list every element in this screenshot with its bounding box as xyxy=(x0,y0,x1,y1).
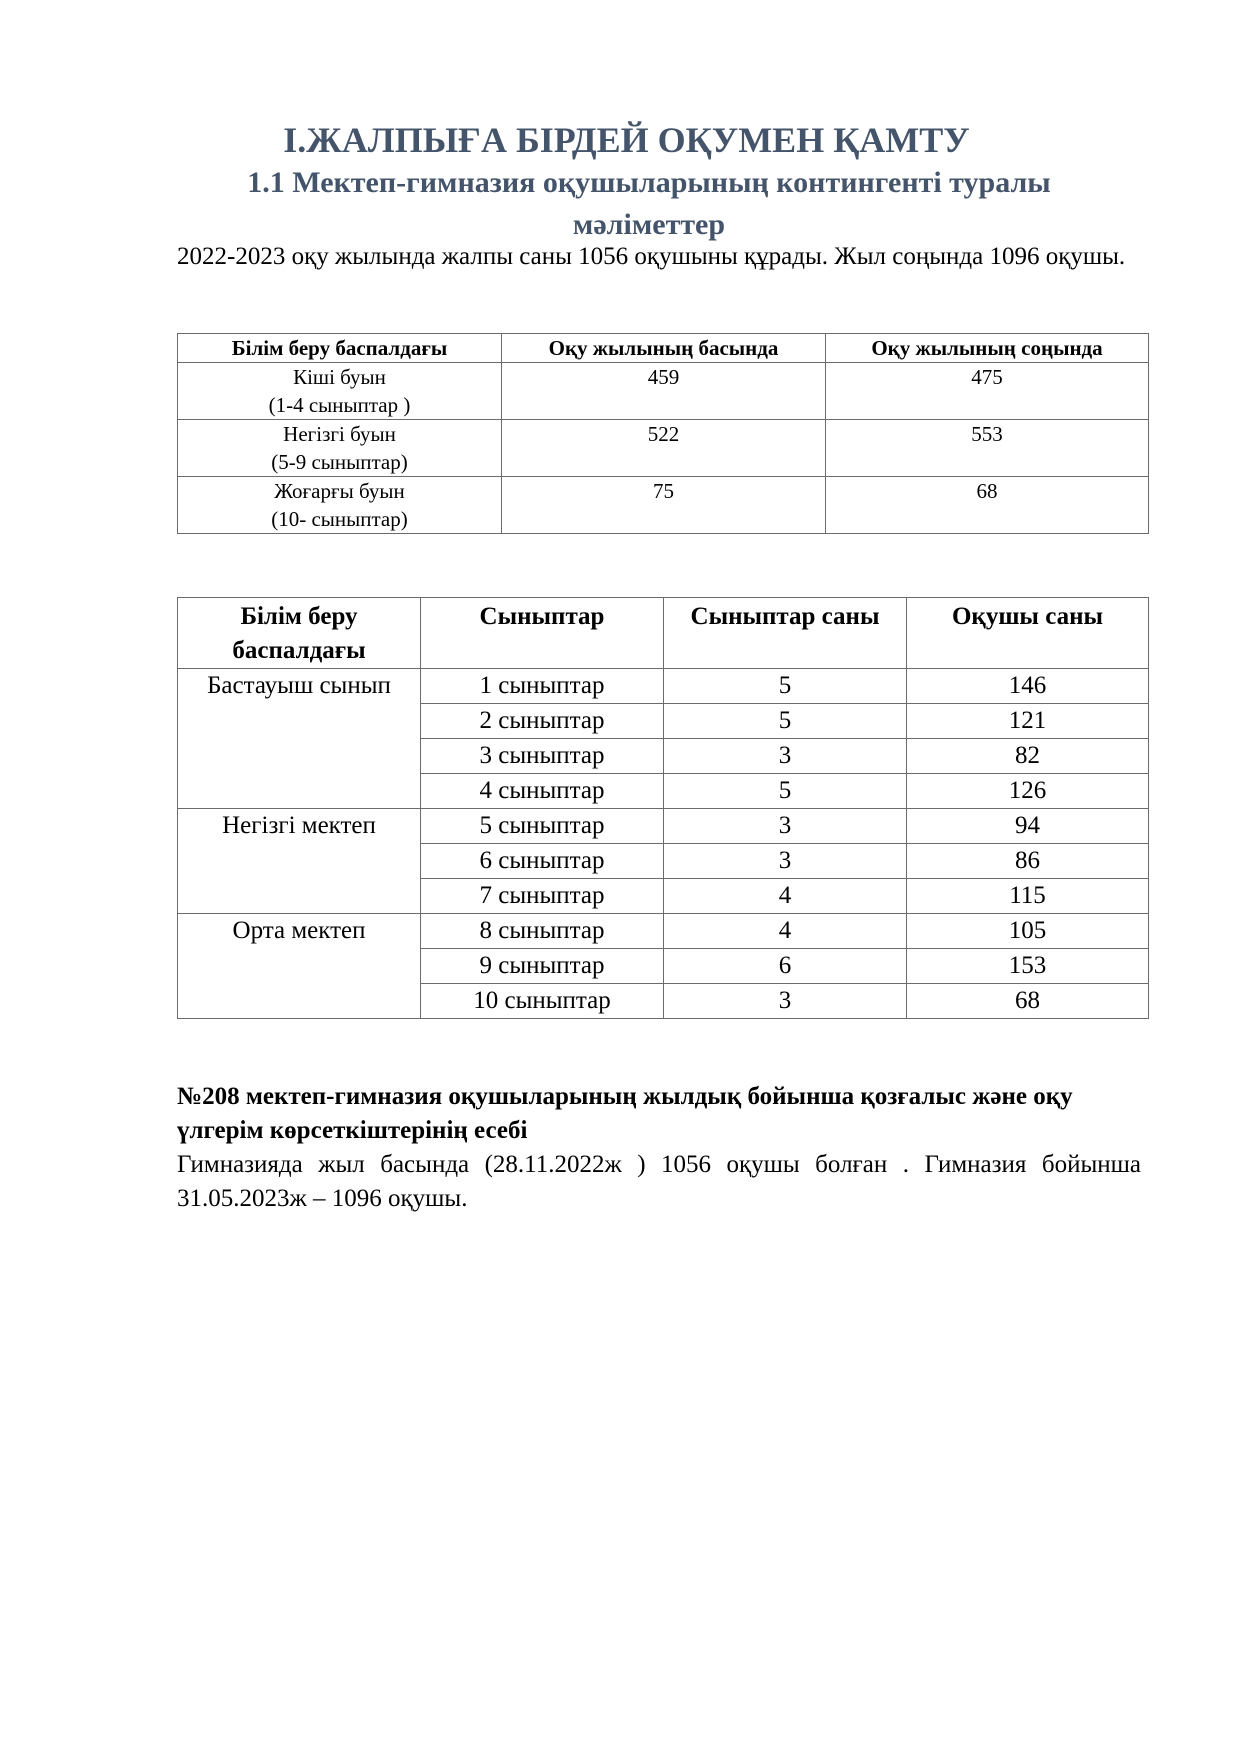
start-count-cell: 75 xyxy=(502,477,826,534)
grade-cell: 9 сыныптар xyxy=(421,949,664,984)
students-cell: 121 xyxy=(907,704,1149,739)
start-count-cell: 522 xyxy=(502,420,826,477)
group-cell: Орта мектеп xyxy=(178,914,421,1019)
header-cell: Оқушы саны xyxy=(907,598,1149,669)
header-cell: Оқу жылының соңында xyxy=(826,334,1149,363)
table-row xyxy=(178,914,1149,949)
grade-cell: 5 сыныптар xyxy=(421,809,664,844)
classes-cell: 5 xyxy=(664,669,907,704)
header-cell: Білім беру баспалдағы xyxy=(178,598,421,669)
table-row xyxy=(178,669,1149,704)
classes-cell: 5 xyxy=(664,774,907,809)
students-cell: 115 xyxy=(907,879,1149,914)
report-heading: №208 мектеп-гимназия оқушыларының жылдық бойынша қозғалыс және оқу үлгерім көрсеткіштерінің есебі xyxy=(177,1083,1073,1144)
end-count-cell: 553 xyxy=(826,420,1149,477)
grade-cell: 1 сыныптар xyxy=(421,669,664,704)
grade-cell: 6 сыныптар xyxy=(421,844,664,879)
intro-paragraph: 2022-2023 оқу жылында жалпы саны 1056 оқушыны құрады. Жыл соңында 1096 оқушы. xyxy=(177,243,1126,270)
grade-cell: 10 сыныптар xyxy=(421,984,664,1019)
table-row xyxy=(178,363,1149,420)
group-cell: Негізгі мектеп xyxy=(178,809,421,914)
level-range: (10- сыныптар) xyxy=(271,507,408,531)
students-cell: 86 xyxy=(907,844,1149,879)
students-cell: 105 xyxy=(907,914,1149,949)
grade-cell: 8 сыныптар xyxy=(421,914,664,949)
table-header-row xyxy=(178,334,1149,363)
grade-cell: 2 сыныптар xyxy=(421,704,664,739)
end-count-cell: 68 xyxy=(826,477,1149,534)
level-cell xyxy=(178,477,502,534)
classes-cell: 6 xyxy=(664,949,907,984)
classes-cell: 3 xyxy=(664,809,907,844)
start-count-cell: 459 xyxy=(502,363,826,420)
level-cell xyxy=(178,363,502,420)
table-row xyxy=(178,809,1149,844)
table-header-row xyxy=(178,598,1149,669)
table-row xyxy=(178,477,1149,534)
students-cell: 68 xyxy=(907,984,1149,1019)
end-count-cell: 475 xyxy=(826,363,1149,420)
level-name: Кіші буын xyxy=(293,365,386,389)
students-cell: 146 xyxy=(907,669,1149,704)
table-row xyxy=(178,420,1149,477)
level-range: (5-9 сыныптар) xyxy=(271,450,408,474)
header-cell: Сыныптар xyxy=(421,598,664,669)
students-cell: 82 xyxy=(907,739,1149,774)
class-breakdown-table xyxy=(177,597,1149,1019)
classes-cell: 3 xyxy=(664,984,907,1019)
classes-cell: 3 xyxy=(664,844,907,879)
group-cell: Бастауыш сынып xyxy=(178,669,421,809)
contingent-summary-table xyxy=(177,333,1149,534)
page-title: І.ЖАЛПЫҒА БІРДЕЙ ОҚУМЕН ҚАМТУ xyxy=(283,120,970,160)
header-cell: Сыныптар саны xyxy=(664,598,907,669)
grade-cell: 3 сыныптар xyxy=(421,739,664,774)
grade-cell: 4 сыныптар xyxy=(421,774,664,809)
summary-paragraph: Гимназияда жыл басында (28.11.2022ж ) 1056 оқушы болған . Гимназия бойынша 31.05.2023ж – 1096 оқушы. xyxy=(177,1151,1141,1212)
level-range: (1-4 сыныптар ) xyxy=(268,393,411,417)
header-cell: Оқу жылының басында xyxy=(502,334,826,363)
level-name: Жоғарғы буын xyxy=(274,479,405,503)
classes-cell: 5 xyxy=(664,704,907,739)
grade-cell: 7 сыныптар xyxy=(421,879,664,914)
classes-cell: 4 xyxy=(664,879,907,914)
classes-cell: 3 xyxy=(664,739,907,774)
section-subtitle: 1.1 Мектеп-гимназия оқушыларының контингенті туралы мәліметтер xyxy=(247,166,1051,241)
level-name: Негізгі буын xyxy=(283,422,396,446)
level-cell xyxy=(178,420,502,477)
students-cell: 94 xyxy=(907,809,1149,844)
header-cell: Білім беру баспалдағы xyxy=(178,334,502,363)
students-cell: 126 xyxy=(907,774,1149,809)
students-cell: 153 xyxy=(907,949,1149,984)
classes-cell: 4 xyxy=(664,914,907,949)
